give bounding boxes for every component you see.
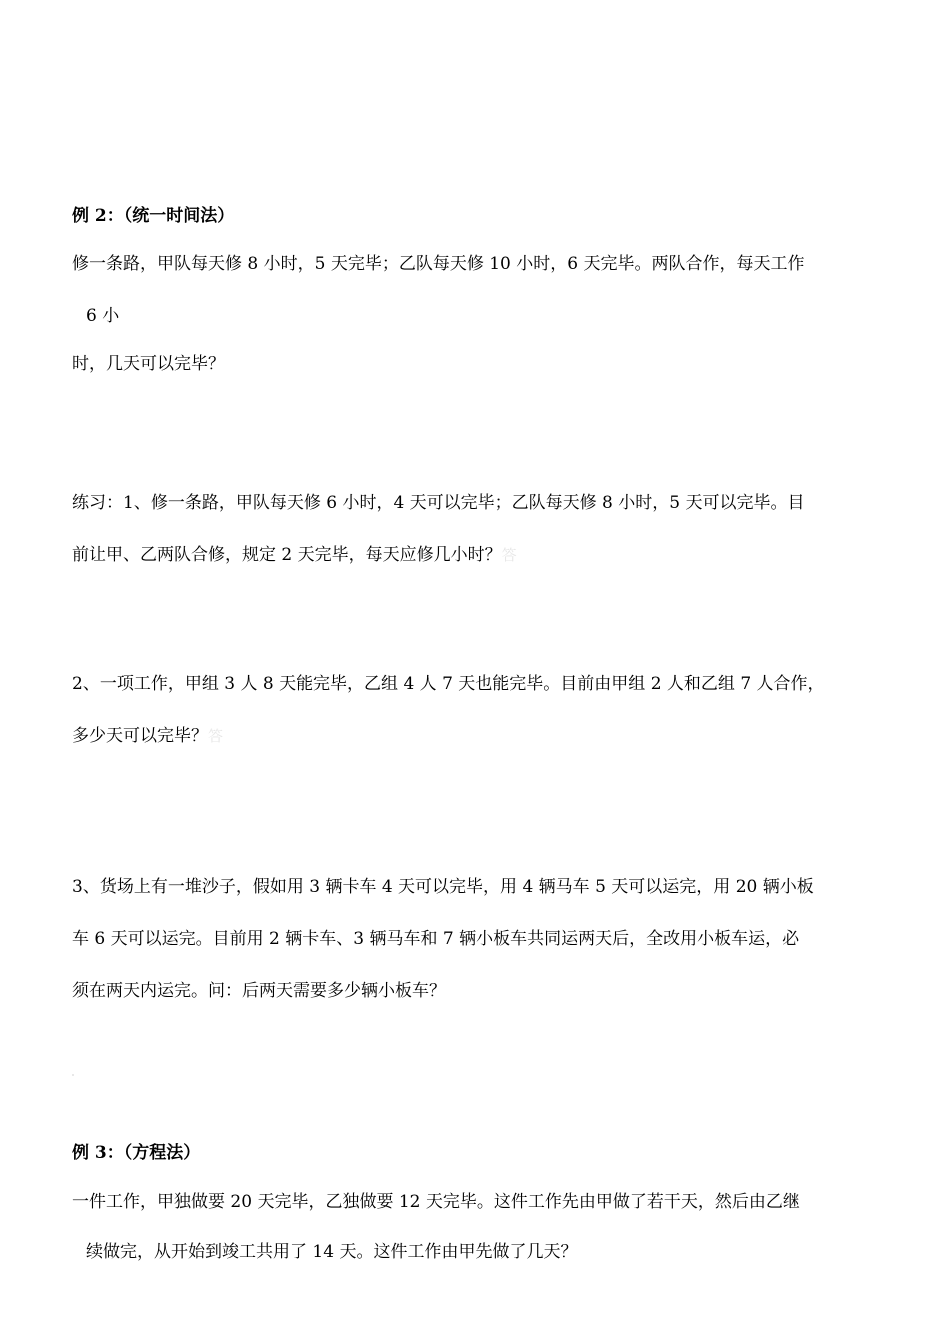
practice-2-text-line-1: 2、一项工作，甲组 3 人 8 天能完毕，乙组 4 人 7 天也能完毕。目前由甲组 2 人和乙组 7 人合作， [72, 674, 825, 694]
example-3-text-line-2: 续做完，从开始到竣工共用了 14 天。这件工作由甲先做了几天？ [86, 1242, 578, 1262]
practice-3-text-line-3: 须在两天内运完。问：后两天需要多少辆小板车？ [72, 981, 446, 1001]
practice-1-question: 前让甲、乙两队合修，规定 2 天完毕，每天应修几小时？ [72, 545, 502, 565]
example-2-title: 例 2：（统一时间法） [72, 206, 235, 226]
example-3-text-line-1: 一件工作，甲独做要 20 天完毕，乙独做要 12 天完毕。这件工作先由甲做了若干天，然后由乙继 [72, 1192, 800, 1212]
practice-2-text-line-2 [72, 724, 223, 748]
example-2-text-line-3: 时，几天可以完毕？ [72, 354, 225, 374]
practice-1-text-line-1: 练习：1、修一条路，甲队每天修 6 小时，4 天可以完毕；乙队每天修 8 小时，5 天可以完毕。目 [72, 493, 805, 513]
example-2-text-line-2: 6 小 [86, 306, 120, 326]
practice-1-text-line-2 [72, 543, 517, 567]
practice-1-answer-mark: 答 [501, 546, 517, 564]
example-3-title: 例 3：（方程法） [72, 1143, 201, 1163]
practice-3-text-line-1: 3、货场上有一堆沙子，假如用 3 辆卡车 4 天可以完毕，用 4 辆马车 5 天可以运完，用 20 辆小板 [72, 877, 814, 897]
example-2-text-line-1: 修一条路，甲队每天修 8 小时，5 天完毕；乙队每天修 10 小时，6 天完毕。两队合作，每天工作 [72, 254, 805, 274]
practice-3-text-line-2: 车 6 天可以运完。目前用 2 辆卡车、3 辆马车和 7 辆小板车共同运两天后，全改用小板车运，必 [72, 929, 800, 949]
practice-2-answer-mark: 答 [208, 727, 224, 745]
practice-2-question: 多少天可以完毕？ [72, 726, 208, 746]
stray-mark [72, 1074, 74, 1076]
